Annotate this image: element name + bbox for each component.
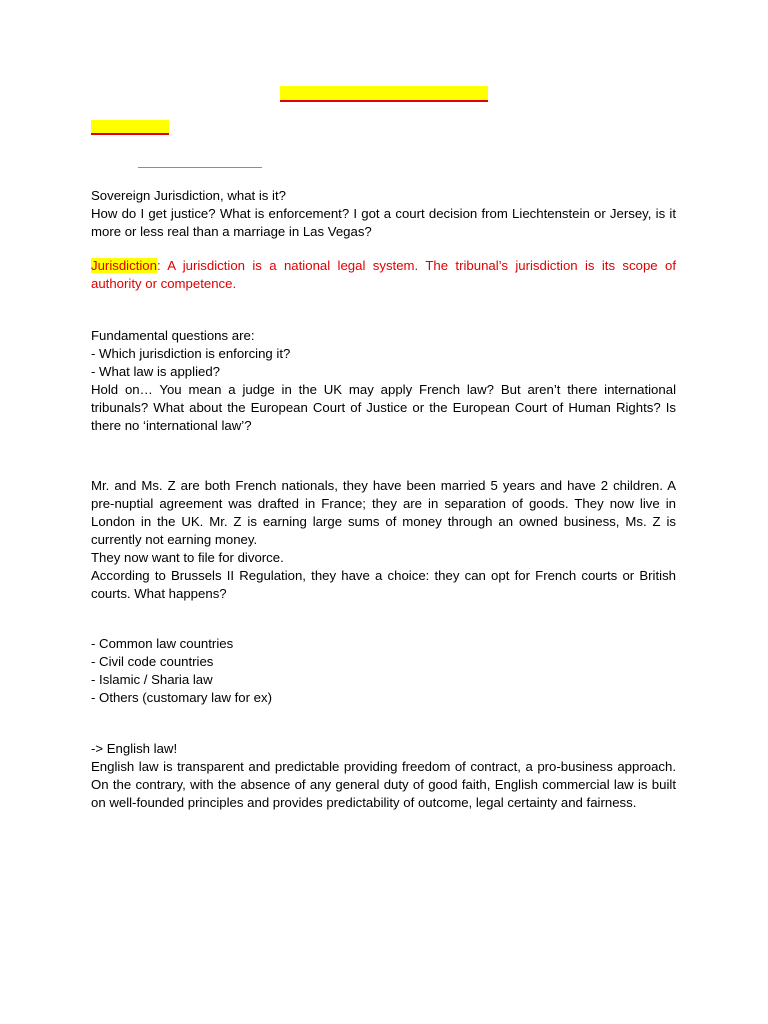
list-item: - Common law countries <box>91 636 234 651</box>
questions-block <box>91 327 676 435</box>
case-block <box>91 477 676 603</box>
title-highlight-bar <box>280 86 488 102</box>
legal-systems-block <box>91 635 676 707</box>
questions-followup: Hold on… You mean a judge in the UK may apply French law? But aren’t there international tribunals? What about the European Court of Justice or the European Court of Human Rights? Is there no ‘international law’? <box>91 382 676 433</box>
question-item: - What law is applied? <box>91 364 221 379</box>
case-paragraph: Mr. and Ms. Z are both French nationals, they have been married 5 years and have 2 children. A pre-nuptial agreement was drafted in France; they are in separation of goods. They now live in London in the UK. Mr. Z is earning large sums of money through an owned business, Ms. Z is currently not earning money. <box>91 478 676 547</box>
definition-block <box>91 257 676 293</box>
intro-block <box>91 187 676 241</box>
list-item: - Islamic / Sharia law <box>91 672 213 687</box>
legal-systems-list <box>91 635 676 707</box>
english-law-heading: -> English law! <box>91 741 178 756</box>
intro-line-1: Sovereign Jurisdiction, what is it? <box>91 188 286 203</box>
case-brussels: According to Brussels II Regulation, they have a choice: they can opt for French courts or British courts. What happens? <box>91 568 676 601</box>
teal-underline <box>138 167 262 168</box>
intro-line-2: How do I get justice? What is enforcement? I got a court decision from Liechtenstein or Jersey, is it more or less real than a marriage in Las Vegas? <box>91 206 676 239</box>
case-divorce: They now want to file for divorce. <box>91 550 284 565</box>
subtitle-highlight-bar <box>91 120 169 135</box>
definition-paragraph <box>91 257 676 293</box>
list-item: - Civil code countries <box>91 654 214 669</box>
question-item: - Which jurisdiction is enforcing it? <box>91 346 291 361</box>
list-item: - Others (customary law for ex) <box>91 690 272 705</box>
english-law-paragraph: English law is transparent and predictable providing freedom of contract, a pro-business approach. On the contrary, with the absence of any general duty of good faith, English commercial law is built on well-founded principles and provides predictability of outcome, legal certainty and fairness. <box>91 759 676 810</box>
definition-text: : A jurisdiction is a national legal system. The tribunal’s jurisdiction is its scope of authority or competence. <box>91 258 676 291</box>
english-law-block <box>91 740 676 812</box>
definition-term: Jurisdiction <box>91 258 157 273</box>
questions-heading: Fundamental questions are: <box>91 328 255 343</box>
